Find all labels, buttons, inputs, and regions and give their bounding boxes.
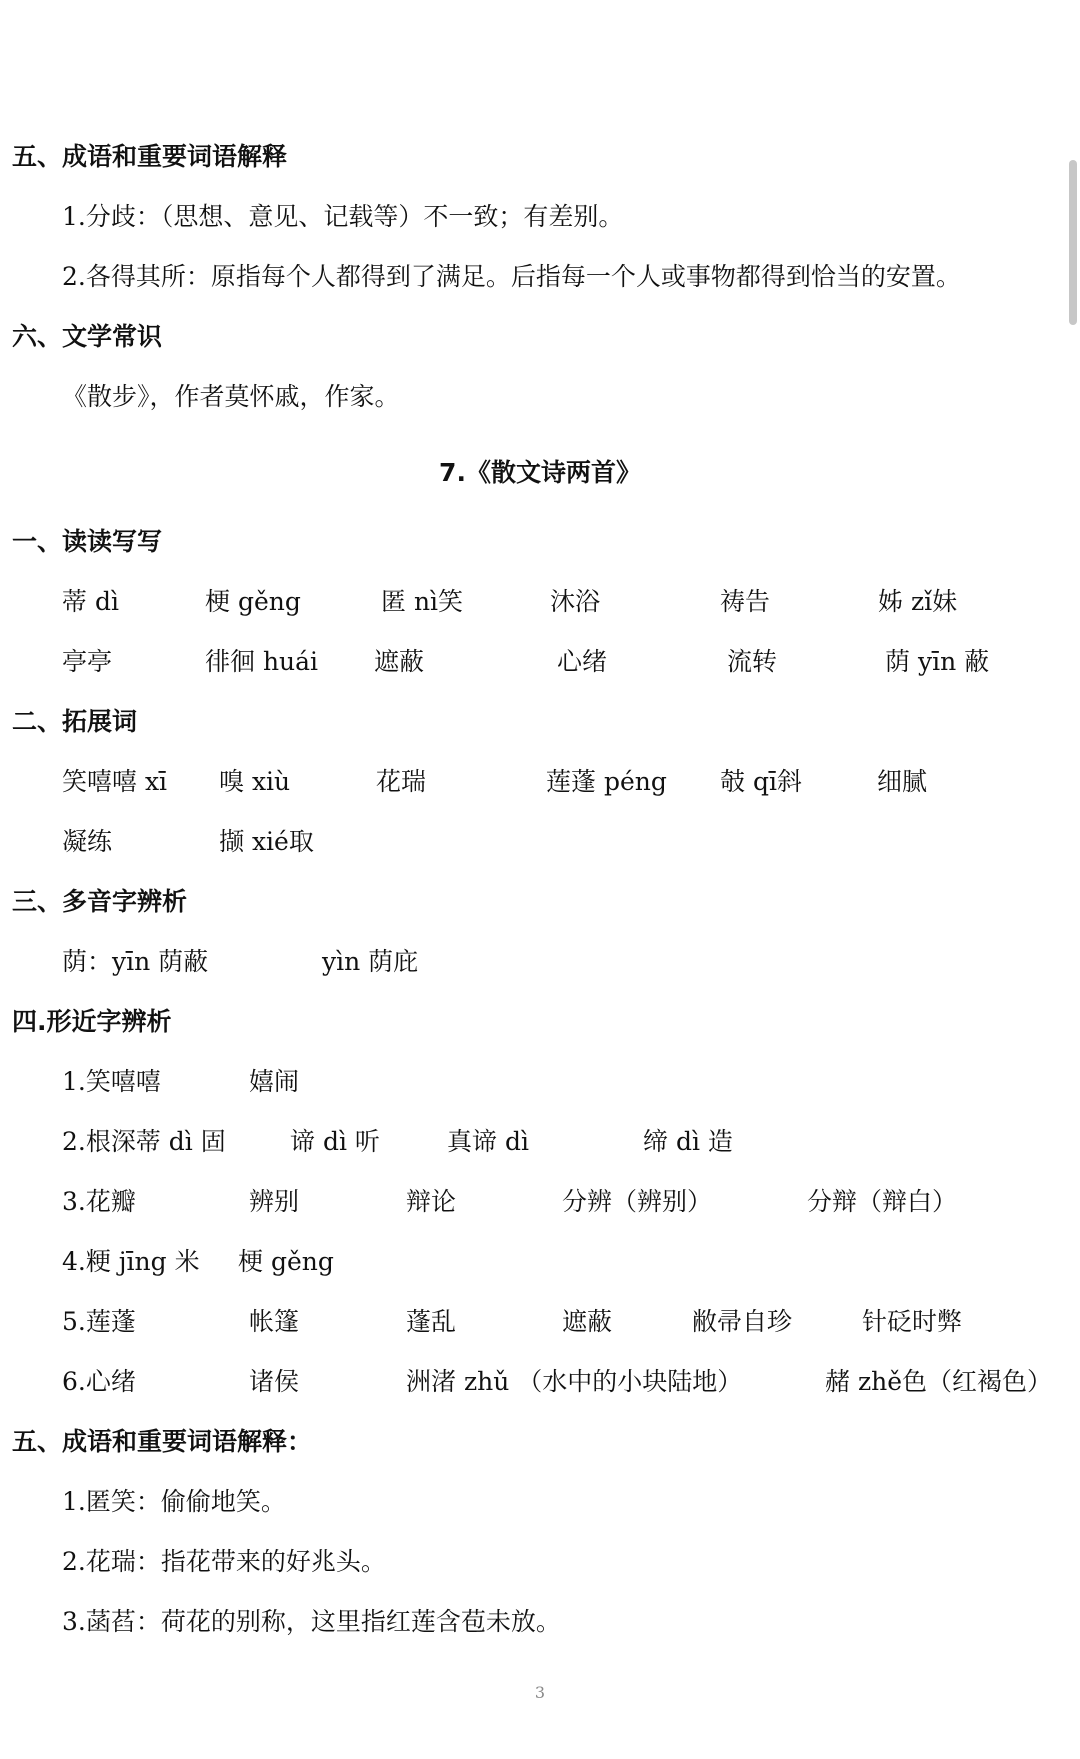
section-heading-5: 五、成语和重要词语解释	[12, 142, 288, 171]
vocab-word: 姊 zǐ妹	[878, 587, 958, 616]
part-heading-polyphonic: 三、多音字辨析	[12, 887, 188, 916]
part-heading-similar-chars: 四.形近字辨析	[12, 1007, 172, 1036]
vocab-word: 梗 gěng	[205, 587, 301, 616]
similar-char-word: 赭 zhě色（红褐色）	[825, 1367, 1053, 1396]
similar-char-word: 针砭时弊	[862, 1307, 963, 1336]
part-heading-extended-words: 二、拓展词	[12, 707, 138, 736]
vocab-word: 沐浴	[550, 587, 601, 616]
similar-char-word: 分辨（辨别）	[562, 1187, 713, 1216]
part-heading-idioms: 五、成语和重要词语解释：	[12, 1427, 313, 1456]
similar-char-word: 2.根深蒂 dì 固	[62, 1127, 226, 1156]
vocab-word: 花瑞	[376, 767, 427, 796]
vocab-word: 匿 nì笑	[381, 587, 464, 616]
similar-char-word: 敝帚自珍	[692, 1307, 793, 1336]
vocab-word: 流转	[727, 647, 778, 676]
similar-char-word: 真谛 dì	[447, 1127, 529, 1156]
similar-char-word: 6.心绪	[62, 1367, 136, 1396]
similar-char-word: 谛 dì 听	[290, 1127, 380, 1156]
vocab-word: 亭亭	[62, 647, 113, 676]
vocab-word: 撷 xié取	[219, 827, 314, 856]
part-heading-read-write: 一、读读写写	[12, 527, 163, 556]
vocab-word: 荫 yīn 蔽	[885, 647, 990, 676]
section-heading-6: 六、文学常识	[12, 322, 163, 351]
similar-char-word: 3.花瓣	[62, 1187, 136, 1216]
definition-item: 3.菡萏：荷花的别称，这里指红莲含苞未放。	[62, 1607, 561, 1636]
polyphonic-item: yìn 荫庇	[322, 947, 419, 976]
literature-note: 《散步》，作者莫怀戚，作家。	[62, 382, 400, 411]
similar-char-word: 辨别	[249, 1187, 300, 1216]
similar-char-word: 遮蔽	[562, 1307, 613, 1336]
similar-char-word: 分辩（辩白）	[807, 1187, 958, 1216]
vocab-word: 攲 qī斜	[720, 767, 802, 796]
definition-item: 1.匿笑：偷偷地笑。	[62, 1487, 286, 1516]
page-number: 3	[534, 1683, 546, 1702]
polyphonic-item: 荫：yīn 荫蔽	[62, 947, 209, 976]
definition-item: 1.分歧：（思想、意见、记载等）不一致；有差别。	[62, 202, 624, 231]
similar-char-word: 洲渚 zhǔ （水中的小块陆地）	[406, 1367, 743, 1396]
similar-char-word: 诸侯	[249, 1367, 300, 1396]
vocab-word: 遮蔽	[374, 647, 425, 676]
vocab-word: 徘徊 huái	[205, 647, 319, 676]
lesson-title: 7.《散文诗两首》	[439, 458, 641, 487]
definition-item: 2.花瑞：指花带来的好兆头。	[62, 1547, 386, 1576]
vocab-word: 祷告	[720, 587, 771, 616]
vocab-word: 笑嘻嘻 xī	[62, 767, 168, 796]
vocab-word: 凝练	[62, 827, 113, 856]
vocab-word: 蒂 dì	[62, 587, 119, 616]
vocab-word: 细腻	[877, 767, 928, 796]
similar-char-word: 辩论	[406, 1187, 457, 1216]
similar-char-word: 缔 dì 造	[643, 1127, 733, 1156]
vocab-word: 莲蓬 péng	[546, 767, 667, 796]
similar-char-word: 蓬乱	[406, 1307, 457, 1336]
vocab-word: 嗅 xiù	[219, 767, 291, 796]
scrollbar-thumb[interactable]	[1069, 160, 1077, 325]
similar-char-word: 5.莲蓬	[62, 1307, 136, 1336]
similar-char-word: 梗 gěng	[238, 1247, 334, 1276]
vocab-word: 心绪	[557, 647, 608, 676]
similar-char-word: 1.笑嘻嘻	[62, 1067, 161, 1096]
similar-char-word: 4.粳 jīng 米	[62, 1247, 200, 1276]
similar-char-word: 嬉闹	[249, 1067, 300, 1096]
similar-char-word: 帐篷	[249, 1307, 300, 1336]
definition-item: 2.各得其所：原指每个人都得到了满足。后指每一个人或事物都得到恰当的安置。	[62, 262, 961, 291]
